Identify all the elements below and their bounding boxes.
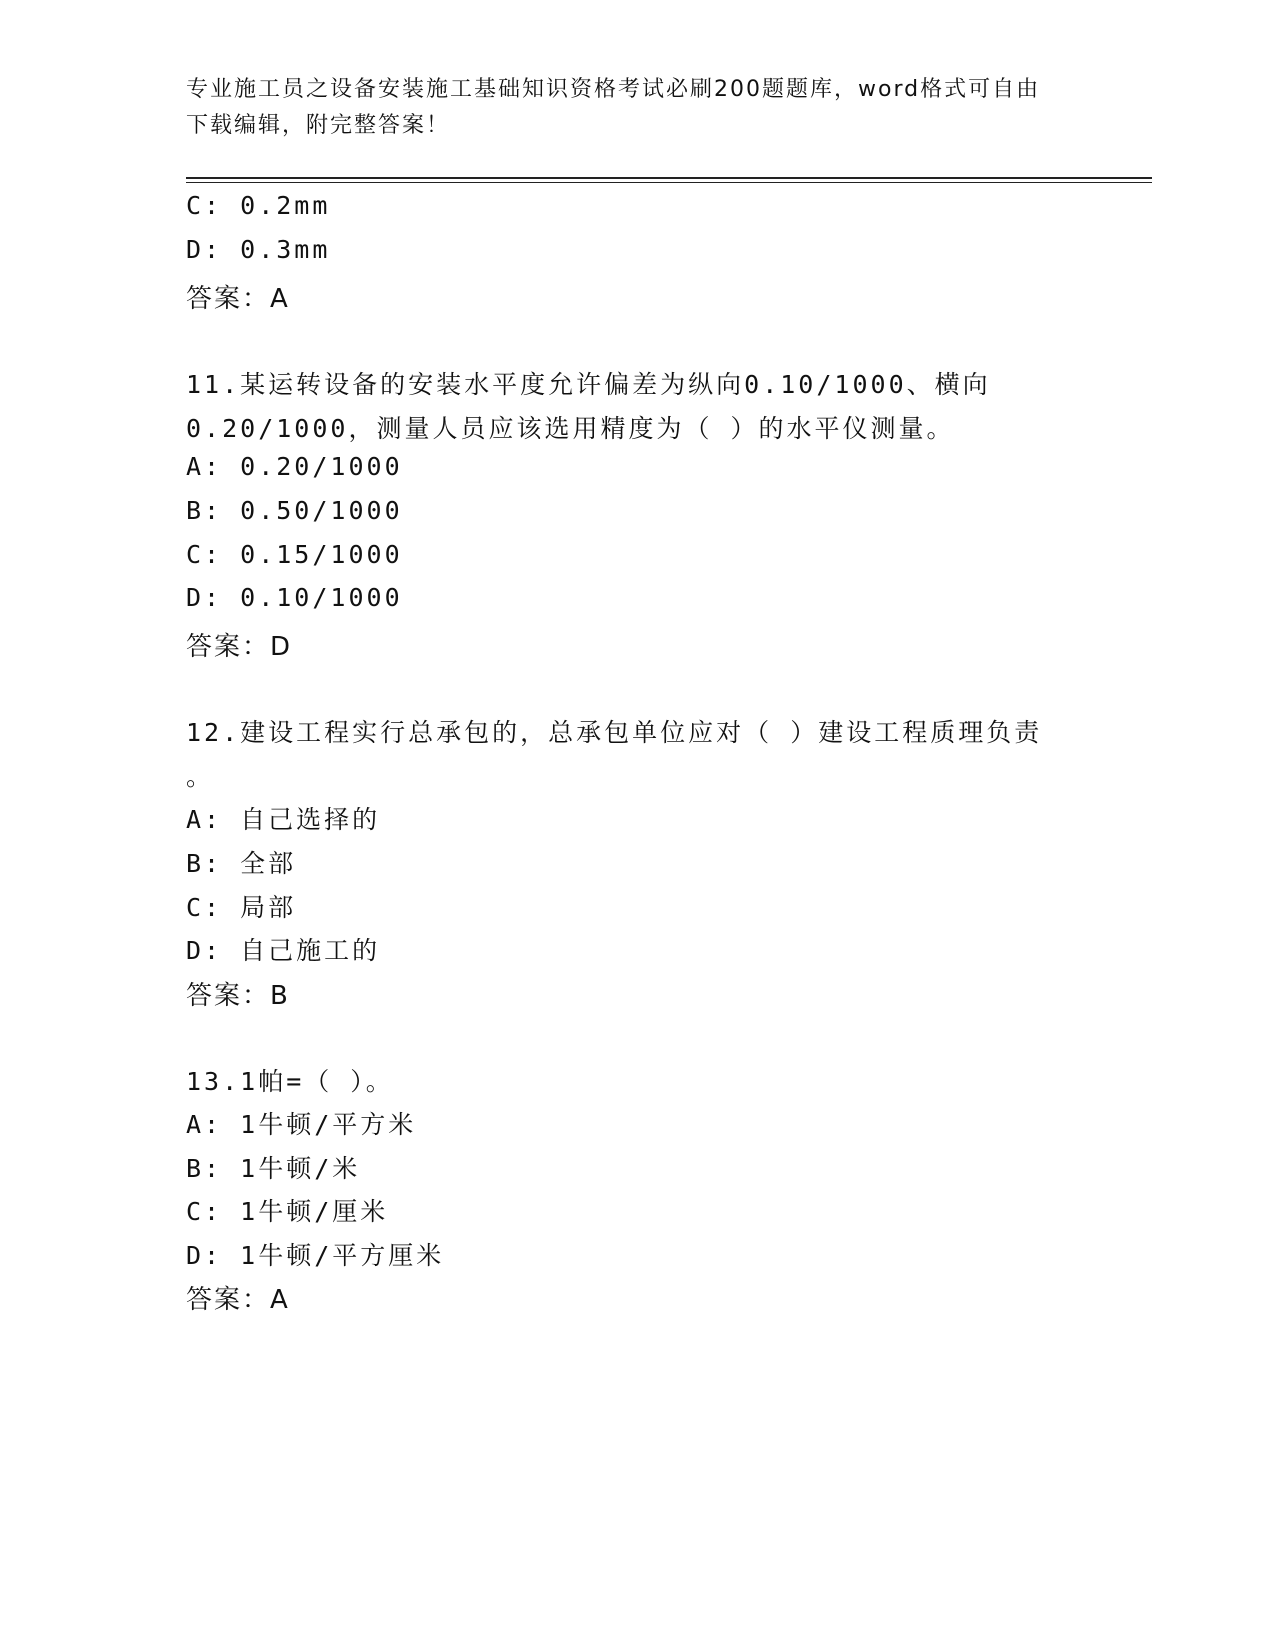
q11-stem-line-1: 11.某运转设备的安装水平度允许偏差为纵向0.10/1000、横向: [186, 370, 991, 399]
q13-stem-line-1: 13.1帕=（ ）。: [186, 1067, 394, 1096]
q12-option-c: C: 局部: [186, 893, 297, 922]
prev-answer: 答案：A: [186, 284, 290, 314]
q13-answer: 答案：A: [186, 1285, 290, 1315]
q12-option-a: A: 自己选择的: [186, 805, 381, 834]
q11-answer: 答案：D: [186, 632, 293, 662]
q13-option-c: C: 1牛顿/厘米: [186, 1197, 389, 1226]
q13-option-b: B: 1牛顿/米: [186, 1154, 361, 1183]
prev-option-c: C: 0.2mm: [186, 191, 331, 220]
header-title-line-2: 下载编辑，附完整答案！: [186, 113, 451, 138]
q11-stem-line-2: 0.20/1000，测量人员应该选用精度为（ ）的水平仪测量。: [186, 414, 955, 443]
q11-option-a: A: 0.20/1000: [186, 452, 403, 481]
q12-answer: 答案：B: [186, 981, 290, 1011]
header-divider-thick: [186, 177, 1152, 179]
q11-option-b: B: 0.50/1000: [186, 496, 403, 525]
header-divider-thin: [186, 182, 1152, 183]
prev-option-d: D: 0.3mm: [186, 235, 331, 264]
document-header: [186, 72, 1066, 144]
q11-option-d: D: 0.10/1000: [186, 583, 403, 612]
q11-option-c: C: 0.15/1000: [186, 540, 403, 569]
q13-option-d: D: 1牛顿/平方厘米: [186, 1241, 445, 1270]
q12-option-d: D: 自己施工的: [186, 936, 381, 965]
q13-option-a: A: 1牛顿/平方米: [186, 1110, 417, 1139]
q12-option-b: B: 全部: [186, 849, 297, 878]
q12-stem-line-1: 12.建设工程实行总承包的，总承包单位应对（ ）建设工程质理负责: [186, 718, 1043, 747]
q12-stem-line-2: 。: [186, 762, 215, 791]
header-title-line-1: 专业施工员之设备安装施工基础知识资格考试必刷200题题库，word格式可自由: [186, 77, 1041, 102]
